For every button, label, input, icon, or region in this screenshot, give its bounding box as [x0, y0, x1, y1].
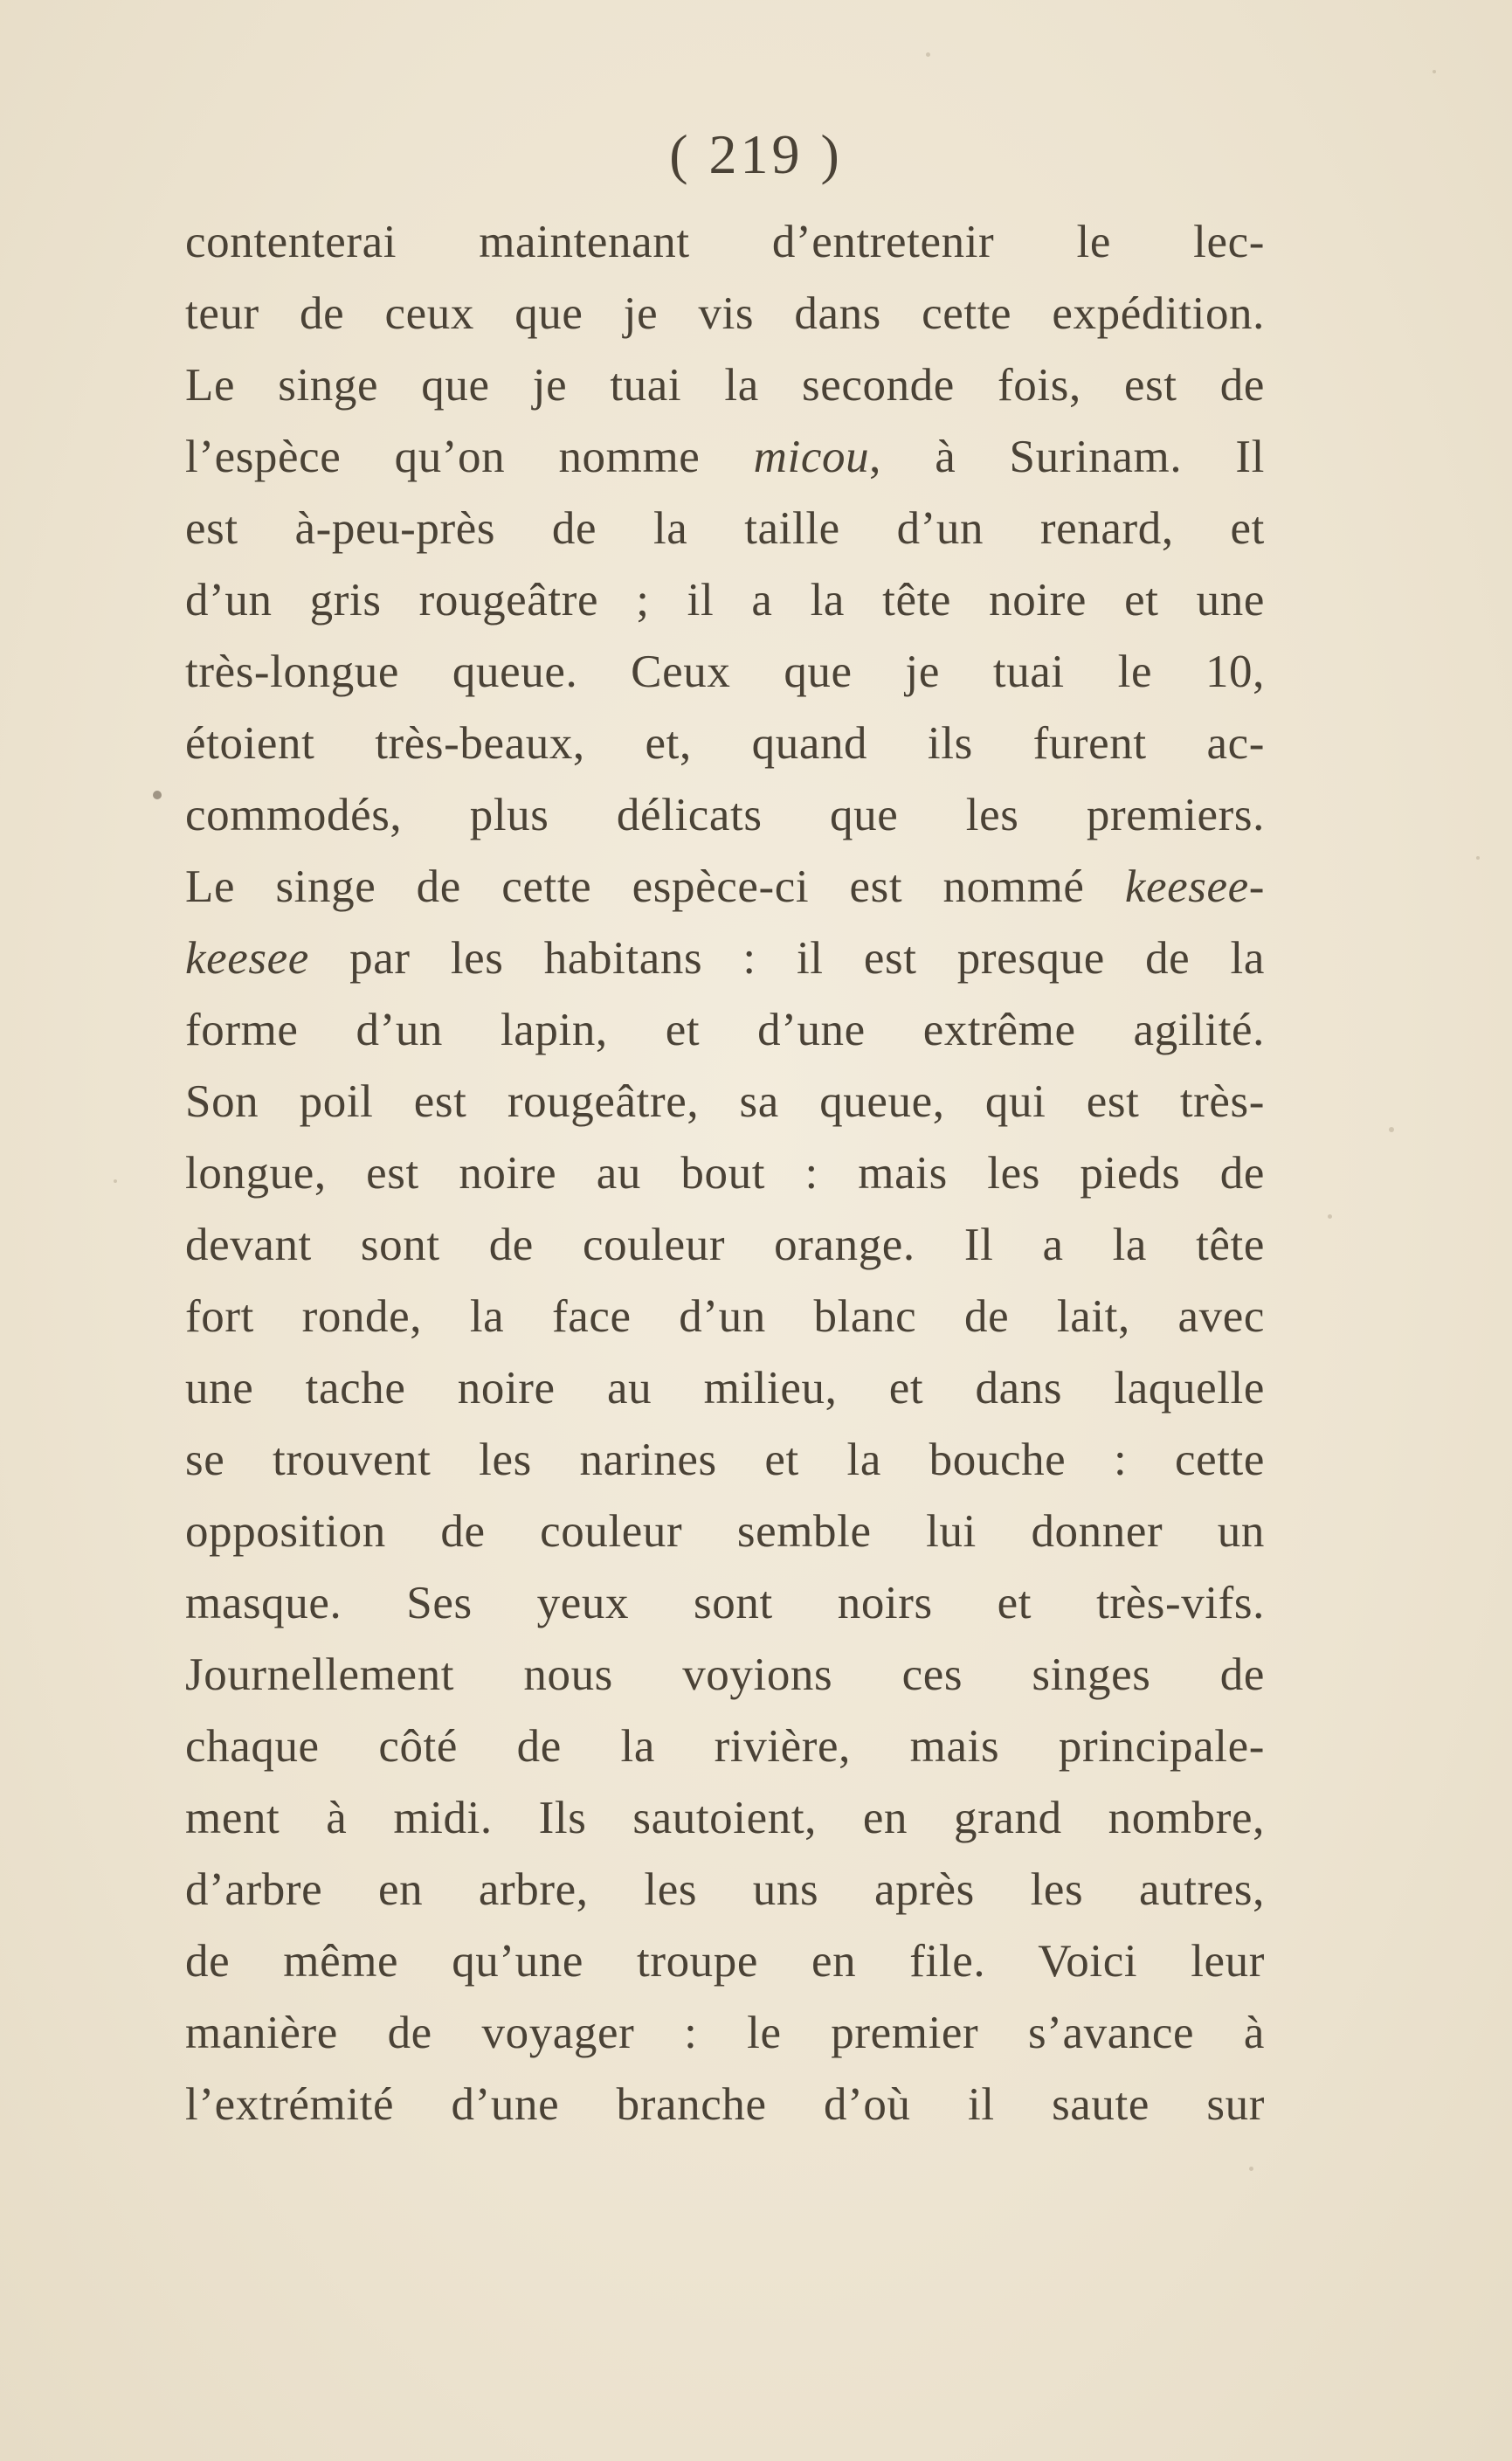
text-line: une tache noire au milieu, et dans laquelle [185, 1363, 1265, 1414]
text-line [185, 851, 1265, 923]
text-line: devant sont de couleur orange. Il a la tête [185, 1220, 1265, 1270]
text-line: forme d’un lapin, et d’une extrême agilité. [185, 1005, 1265, 1055]
text-line: teur de ceux que je vis dans cette expédition. [185, 288, 1265, 339]
page-number: ( 219 ) [669, 123, 843, 185]
text-line: l’extrémité d’une branche d’où il saute sur [185, 2079, 1265, 2130]
text-line: très-longue queue. Ceux que je tuai le 10, [185, 646, 1265, 697]
body-text [185, 206, 1265, 2140]
text-line: opposition de couleur semble lui donner un [185, 1506, 1265, 1557]
text-line: est à-peu-près de la taille d’un renard, et [185, 503, 1265, 554]
text-line: contenterai maintenant d’entretenir le lec- [185, 217, 1265, 267]
paper-speck [153, 791, 162, 799]
text-line: d’arbre en arbre, les uns après les autres, [185, 1864, 1265, 1915]
italic-term: keesee- [1124, 861, 1265, 912]
italic-term: micou [753, 432, 870, 482]
text-line: commodés, plus délicats que les premiers. [185, 790, 1265, 840]
paper-speck [114, 1179, 117, 1183]
text-line: fort ronde, la face d’un blanc de lait, avec [185, 1291, 1265, 1342]
text-segment: l’espèce qu’on nomme [185, 432, 754, 482]
paper-speck [1389, 1127, 1394, 1132]
text-line: se trouvent les narines et la bouche : cette [185, 1434, 1265, 1485]
paper-speck [1476, 856, 1480, 860]
text-line: d’un gris rougeâtre ; il a la tête noire et une [185, 575, 1265, 626]
text-line: Son poil est rougeâtre, sa queue, qui est très- [185, 1076, 1265, 1127]
text-line: manière de voyager : le premier s’avance à [185, 2008, 1265, 2058]
text-line: de même qu’une troupe en file. Voici leur [185, 1936, 1265, 1987]
text-line: Journellement nous voyions ces singes de [185, 1649, 1265, 1700]
text-segment: , à Surinam. Il [869, 432, 1265, 482]
paper-speck [1433, 70, 1436, 73]
text-line: chaque côté de la rivière, mais principale- [185, 1721, 1265, 1772]
text-segment: par les habitans : il est presque de la [308, 933, 1265, 984]
paper-speck [1328, 1214, 1332, 1219]
italic-term: keesee [185, 933, 309, 984]
text-line: longue, est noire au bout : mais les pieds de [185, 1148, 1265, 1199]
text-line: étoient très-beaux, et, quand ils furent ac- [185, 718, 1265, 769]
text-segment: Le singe de cette espèce-ci est nommé [185, 861, 1125, 912]
paper-speck [926, 52, 930, 57]
paper-speck [1249, 2167, 1253, 2171]
text-line: Le singe que je tuai la seconde fois, est de [185, 360, 1265, 411]
text-line [185, 923, 1265, 994]
text-line: ment à midi. Ils sautoient, en grand nombre, [185, 1793, 1265, 1843]
text-line [185, 421, 1265, 493]
text-line: masque. Ses yeux sont noirs et très-vifs. [185, 1578, 1265, 1628]
